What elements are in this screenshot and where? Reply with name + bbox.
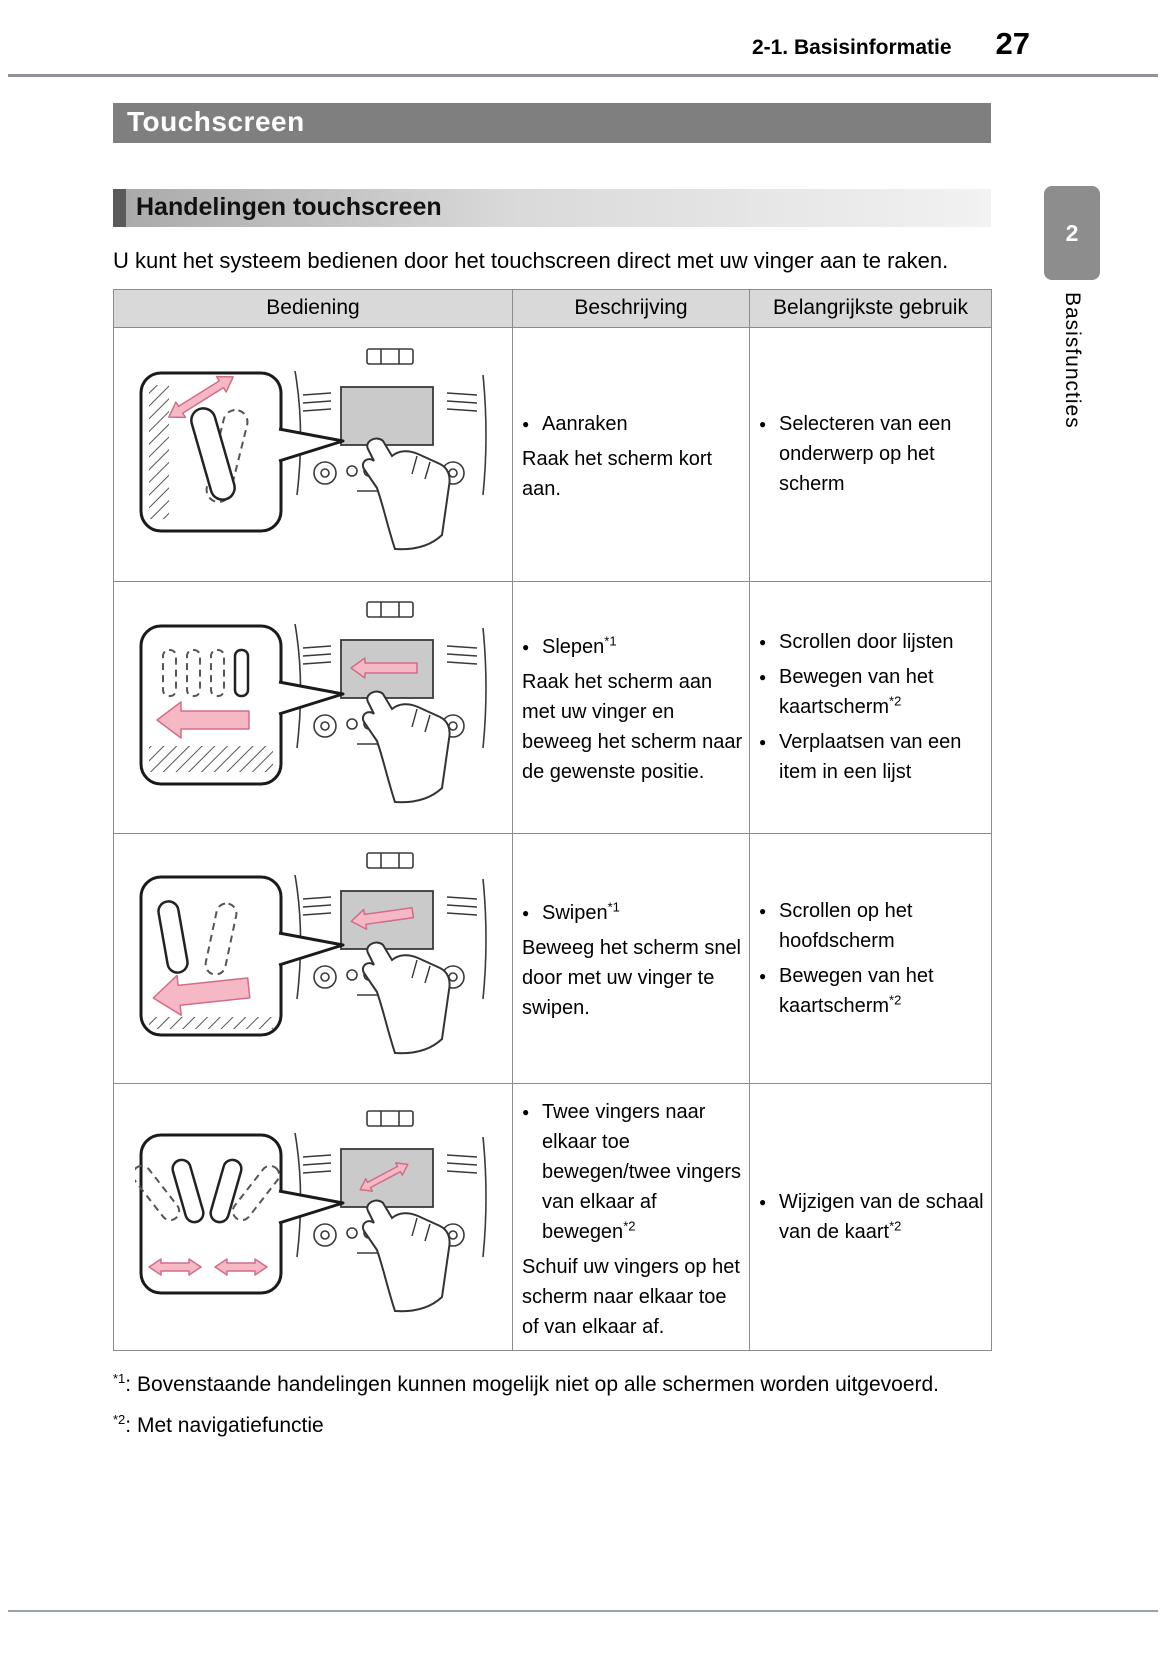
table-header-row <box>114 289 992 327</box>
illustration-cell <box>114 1083 513 1350</box>
drag-gesture-illustration <box>135 596 491 814</box>
footnote-1 <box>113 1369 997 1401</box>
description-cell <box>513 833 750 1083</box>
header-rule <box>8 74 1158 77</box>
page-number: 27 <box>995 26 1030 61</box>
bullet-text: Bewegen van het kaartscherm$^{*2}$ <box>779 666 934 719</box>
list-item <box>522 898 743 928</box>
touchscreen-gestures-table <box>113 289 992 1351</box>
bullet-text: Slepen$^{*1}$ <box>542 633 617 659</box>
description-cell <box>513 327 750 581</box>
bullet-text: Wijzigen van de schaal van de kaart$^{*2}$ <box>779 1190 984 1243</box>
illustration-cell <box>114 581 513 833</box>
bullet-text: Swipen$^{*1}$ <box>542 899 620 925</box>
description-text: Raak het scherm kort aan. <box>522 448 713 501</box>
footnote-text: : Met navigatiefunctie <box>125 1414 324 1438</box>
list-item <box>522 409 743 439</box>
list-item <box>759 961 985 1021</box>
list-item <box>759 727 985 787</box>
bullet-icon: ● <box>759 1194 767 1209</box>
table-row <box>114 1083 992 1350</box>
section-heading-bar <box>113 189 126 227</box>
section-heading-text: Handelingen touchscreen <box>136 193 442 221</box>
bullet-text: Verplaatsen van een item in een lijst <box>779 731 962 784</box>
callout-tail <box>279 429 343 461</box>
bullet-icon: ● <box>759 735 767 750</box>
bullet-text: Bewegen van het kaartscherm$^{*2}$ <box>779 964 934 1017</box>
bullet-text: Aanraken <box>542 413 628 436</box>
bullet-text: Scrollen door lijsten <box>779 631 954 654</box>
callout-frame <box>141 877 281 1035</box>
list-item <box>759 896 985 956</box>
section-heading <box>113 189 991 227</box>
bullet-icon: ● <box>759 635 767 650</box>
intro-paragraph: U kunt het systeem bedienen door het touchscreen direct met uw vinger aan te raken. <box>113 248 949 273</box>
hatching <box>149 1017 273 1029</box>
list-item <box>759 662 985 722</box>
hatching <box>149 385 169 519</box>
page-title: Touchscreen <box>113 103 991 143</box>
footnotes <box>113 1369 997 1442</box>
content <box>113 103 991 1442</box>
chapter-tab-number: 2 <box>1065 219 1079 246</box>
bullet-icon: ● <box>759 670 767 685</box>
description-cell <box>513 1083 750 1350</box>
chapter-tab-label: Basisfuncties <box>1061 292 1084 429</box>
bullet-text: Selecteren van een onderwerp op het scherm <box>779 413 952 496</box>
callout-tail <box>279 1191 343 1223</box>
chapter-tab <box>1044 186 1100 280</box>
column-header-beschrijving: Beschrijving <box>513 289 750 327</box>
page-header <box>0 0 1166 62</box>
pinch-zoom-gesture-illustration <box>135 1105 491 1323</box>
footnote-marker: *2 <box>113 1412 126 1428</box>
bullet-icon: ● <box>759 417 767 432</box>
hand-icon <box>363 438 450 549</box>
list-item <box>522 1097 743 1247</box>
list-item <box>522 632 743 662</box>
description-text: Raak het scherm aan met uw vinger en beweeg het scherm naar de gewenste positie. <box>522 671 743 784</box>
hand-icon <box>363 691 450 802</box>
list-item <box>759 409 985 499</box>
bullet-icon: ● <box>759 903 767 918</box>
description-cell <box>513 581 750 833</box>
bullet-icon: ● <box>522 640 530 655</box>
hatching <box>149 746 273 772</box>
bullet-icon: ● <box>522 1104 530 1119</box>
usage-cell <box>750 1083 992 1350</box>
swipe-gesture-illustration <box>135 847 491 1065</box>
callout-tail <box>279 682 343 714</box>
usage-cell <box>750 327 992 581</box>
illustration-cell <box>114 327 513 581</box>
usage-cell <box>750 581 992 833</box>
hand-icon <box>363 942 450 1053</box>
hand-icon <box>363 1201 450 1312</box>
table-row <box>114 327 992 581</box>
bullet-text: Scrollen op het hoofdscherm <box>779 899 913 952</box>
usage-cell <box>750 833 992 1083</box>
bullet-icon: ● <box>759 968 767 983</box>
finger <box>235 650 248 696</box>
list-item <box>759 1187 985 1247</box>
bottom-rule <box>8 1610 1158 1612</box>
footnote-2 <box>113 1410 997 1442</box>
illustration-cell <box>114 833 513 1083</box>
table-row <box>114 581 992 833</box>
column-header-bediening: Bediening <box>114 289 513 327</box>
description-text: Schuif uw vingers op het scherm naar elkaar toe of van elkaar af. <box>522 1255 740 1338</box>
footnote-marker: *1 <box>113 1370 126 1386</box>
section-breadcrumb: 2-1. Basisinformatie <box>751 36 952 59</box>
bullet-icon: ● <box>522 417 530 432</box>
bullet-text: Twee vingers naar elkaar toe bewegen/twee vingers van elkaar af bewegen$^{*2}$ <box>542 1100 742 1243</box>
touch-gesture-illustration <box>135 343 491 561</box>
column-header-gebruik: Belangrijkste gebruik <box>750 289 992 327</box>
table-row <box>114 833 992 1083</box>
bullet-icon: ● <box>522 906 530 921</box>
callout-tail <box>279 933 343 965</box>
list-item <box>759 627 985 657</box>
description-text: Beweeg het scherm snel door met uw vinger te swipen. <box>522 937 742 1020</box>
footnote-text: : Bovenstaande handelingen kunnen mogelijk niet op alle schermen worden uitgevoerd. <box>125 1372 940 1396</box>
